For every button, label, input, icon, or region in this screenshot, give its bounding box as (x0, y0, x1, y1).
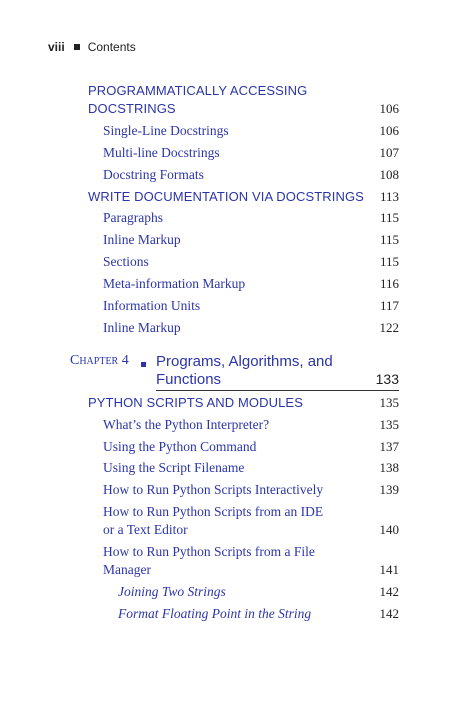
toc-entry-page: 135 (379, 395, 399, 410)
toc-entry-title: WRITE DOCUMENTATION VIA DOCSTRINGS (88, 189, 364, 204)
chapter-title[interactable] (156, 353, 356, 389)
toc-entry-page: 140 (379, 522, 399, 537)
toc-entry-title: Using the Python Command (103, 439, 257, 454)
toc-entry-page: 106 (379, 101, 399, 116)
toc-entry-title: Inline Markup (103, 320, 181, 335)
toc-entry-page: 138 (379, 460, 399, 475)
toc-entry-title: Inline Markup (103, 232, 181, 247)
chapter-label[interactable]: Chapter 4 (70, 353, 129, 368)
chapter-title-line: Programs, Algorithms, and (156, 353, 333, 370)
toc-entry-title: Single-Line Docstrings (103, 123, 229, 138)
toc-entry-title: Joining Two Strings (118, 584, 226, 599)
toc-entry-page: 113 (379, 189, 399, 204)
toc-entry-title: Meta-information Markup (103, 276, 246, 291)
toc-entry-title: Manager (103, 562, 151, 577)
chapter-page: 133 (375, 371, 399, 387)
toc-entry-page: 139 (379, 482, 399, 497)
toc-entry-title: Docstring Formats (103, 167, 204, 182)
toc-entry-page: 115 (379, 210, 399, 225)
toc-entry-page: 106 (379, 123, 399, 138)
chapter-divider (156, 390, 399, 391)
toc-entry-title: Information Units (103, 298, 201, 313)
square-bullet-icon (141, 362, 146, 367)
toc-entry-title: How to Run Python Scripts from an IDE (103, 504, 324, 519)
toc-entry-title: or a Text Editor (103, 522, 188, 537)
page-number: viii (48, 40, 65, 54)
toc-entry-page: 108 (379, 167, 399, 182)
toc-entry-page: 116 (379, 276, 399, 291)
toc-entry-page: 142 (379, 606, 399, 621)
toc-entry-page: 141 (379, 562, 399, 577)
toc-entry-page: 115 (379, 232, 399, 247)
toc-entry-title: PYTHON SCRIPTS AND MODULES (88, 395, 303, 410)
toc-entry-title: How to Run Python Scripts from a File (103, 544, 315, 559)
toc-entry-title: Sections (103, 254, 149, 269)
toc-entry-page: 115 (379, 254, 399, 269)
toc-entry-page: 137 (379, 439, 399, 454)
toc-entry-page: 135 (379, 417, 399, 432)
toc-entry-title: What’s the Python Interpreter? (103, 417, 270, 432)
toc-entry-page: 122 (379, 320, 399, 335)
toc-entry-title: Multi-line Docstrings (103, 145, 220, 160)
toc-entry-title: Using the Script Filename (103, 460, 245, 475)
toc-entry-title: How to Run Python Scripts Interactively (103, 482, 324, 497)
toc-entry-page: 107 (379, 145, 399, 160)
running-header (48, 40, 136, 54)
chapter-title-line: Functions (156, 371, 222, 388)
running-header-title: Contents (87, 40, 136, 54)
toc-entry-title: Paragraphs (103, 210, 163, 225)
toc-entry-page: 142 (379, 584, 399, 599)
toc-entry-title: Format Floating Point in the String (118, 606, 312, 621)
square-bullet-icon (74, 44, 80, 50)
toc-entry-page: 117 (379, 298, 399, 313)
toc-entry-title: PROGRAMMATICALLY ACCESSING (88, 83, 308, 98)
toc-entry-title: DOCSTRINGS (88, 101, 176, 116)
